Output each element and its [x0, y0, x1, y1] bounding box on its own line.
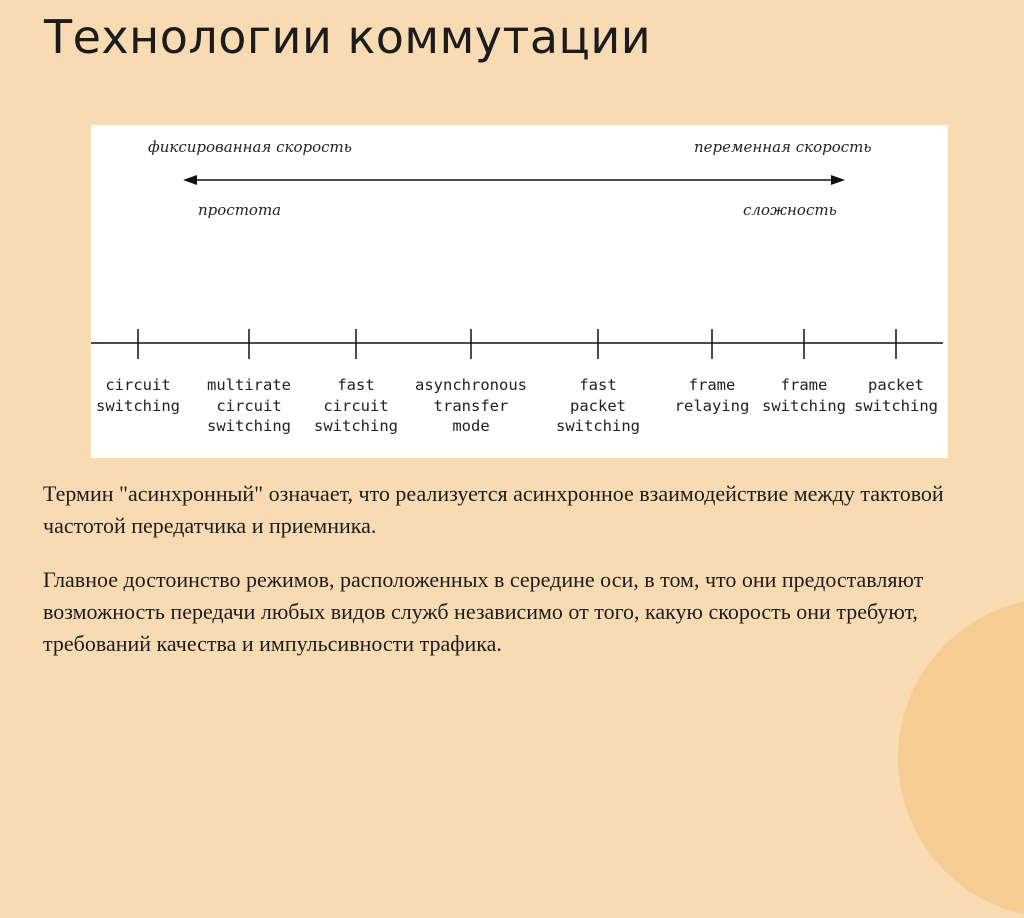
slide-title: Технологии коммутации: [44, 10, 652, 64]
axis-label: packet switching: [854, 376, 938, 415]
fixed-speed-label: фиксированная скорость: [148, 138, 352, 156]
simplicity-label: простота: [198, 201, 282, 219]
axis-ticks: [138, 329, 896, 359]
arrow-left-head: [183, 175, 197, 185]
axis-label: multirate circuit switching: [207, 376, 291, 435]
axis-label: asynchronous transfer mode: [415, 376, 527, 435]
variable-speed-label: переменная скорость: [694, 138, 872, 156]
axis-label: fast circuit switching: [314, 376, 398, 435]
axis-label: circuit switching: [96, 376, 180, 415]
axis-label: frame relaying: [674, 376, 750, 415]
axis-label: fast packet switching: [556, 376, 640, 435]
switching-spectrum-diagram: [91, 125, 948, 458]
complexity-label: сложность: [743, 201, 837, 219]
paragraph-async: Термин "асинхронный" означает, что реализуется асинхронное взаимодействие между тактовой частотой передатчика и приемника.: [43, 481, 944, 538]
arrow-right-head: [831, 175, 845, 185]
paragraph-advantage: Главное достоинство режимов, расположенных в середине оси, в том, что они предоставляют возможность передачи любых видов служб независимо от того, какую скорость они требуют, требований качества и импульсивности трафика.: [43, 567, 924, 656]
axis-label: frame switching: [762, 376, 846, 415]
